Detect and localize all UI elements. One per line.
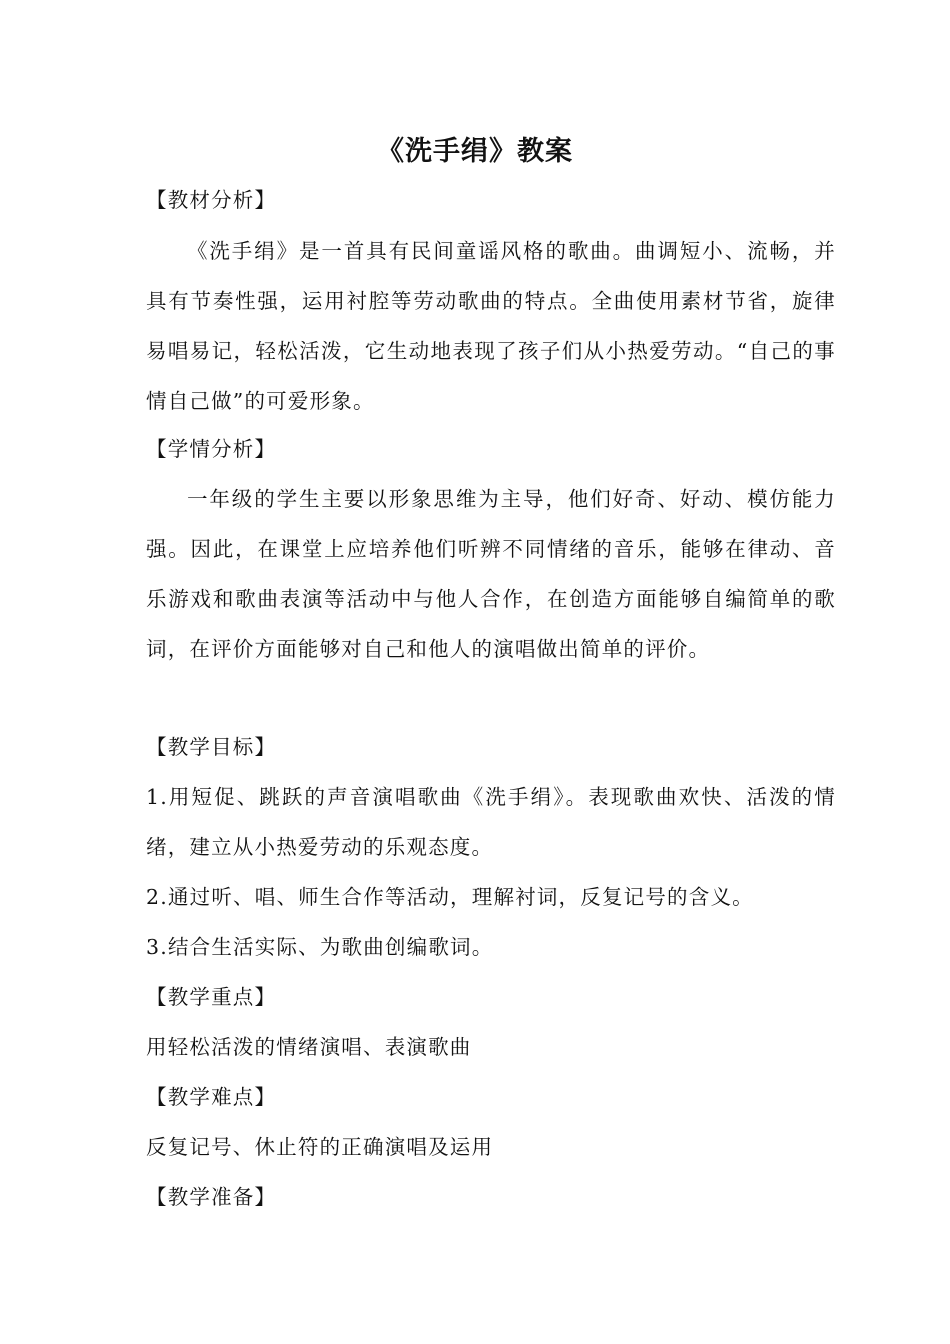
goal-item-2: 2.通过听、唱、师生合作等活动，理解衬词，反复记号的含义。 — [146, 885, 754, 909]
section-text-key-points: 用轻松活泼的情绪演唱、表演歌曲 — [146, 1035, 472, 1059]
section-text-difficulties: 反复记号、休止符的正确演唱及运用 — [146, 1135, 494, 1159]
section-text-materials: 《洗手绢》是一首具有民间童谣风格的歌曲。曲调短小、流畅，并具有节奏性强，运用衬腔等劳动歌曲的特点。全曲使用素材节省，旋律易唱易记，轻松活泼，它生动地表现了孩子们从小热爱劳动。“自己的事情自己做”的可爱形象。 — [146, 239, 836, 413]
section-heading-difficulties: 【教学难点】 — [146, 1085, 277, 1109]
goal-item-1: 1.用短促、跳跃的声音演唱歌曲《洗手绢》。表现歌曲欢快、活泼的情绪，建立从小热爱劳动的乐观态度。 — [146, 785, 836, 859]
goal-item-3: 3.结合生活实际、为歌曲创编歌词。 — [146, 935, 494, 959]
section-heading-students: 【学情分析】 — [146, 437, 277, 461]
section-heading-key-points: 【教学重点】 — [146, 985, 277, 1009]
document-title: 《洗手绢》教案 — [377, 136, 573, 167]
section-text-students: 一年级的学生主要以形象思维为主导，他们好奇、好动、模仿能力强。因此，在课堂上应培养他们听辨不同情绪的音乐，能够在律动、音乐游戏和歌曲表演等活动中与他人合作，在创造方面能够自编简单的歌词，在评价方面能够对自己和他人的演唱做出简单的评价。 — [146, 487, 836, 661]
section-heading-preparation: 【教学准备】 — [146, 1185, 277, 1209]
section-heading-materials: 【教材分析】 — [146, 188, 277, 212]
section-heading-goals: 【教学目标】 — [146, 735, 277, 759]
